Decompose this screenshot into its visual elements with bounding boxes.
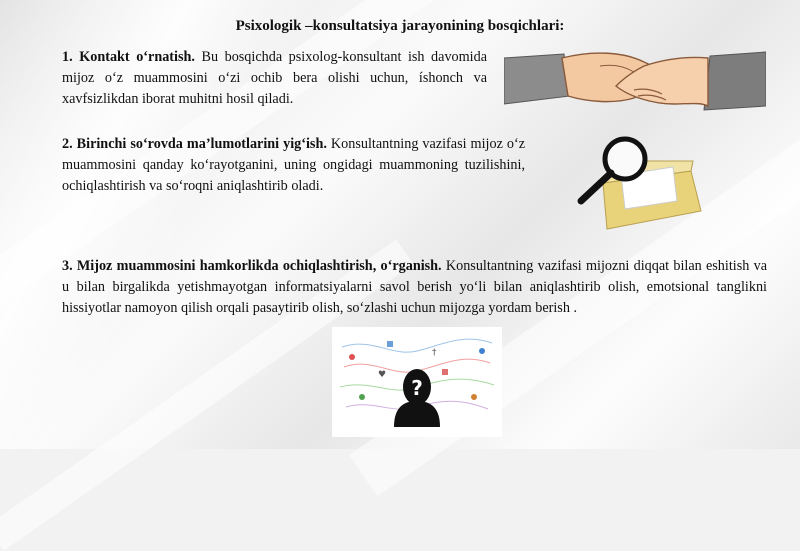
handshake-illustration (504, 44, 766, 122)
step-1-paragraph (62, 47, 487, 110)
step-2-text: Konsultantning vazifasi mijoz o‘z muammosini qanday ko‘rayotganini, uning ongidagi muammoning tuzilishini, ochiqlashtirish va so‘roqni aniqlashtirib oladi. (62, 136, 526, 194)
slide-title: Psixologik –konsultatsiya jarayonining bosqichlari: (235, 18, 565, 34)
svg-text:♥: ♥ (378, 370, 387, 380)
svg-text:†: † (432, 348, 437, 358)
step-2-paragraph (62, 134, 525, 197)
step-3-paragraph (62, 256, 767, 319)
magnifier-folder-illustration (573, 131, 703, 231)
svg-text:?: ? (411, 376, 423, 400)
step-3-text: Konsultantning vazifasi mijozni diqqat bilan eshitish va u bilan birgalikda yetishmayotgan informatsiyalarni savol berish yo‘li bilan aniqlashtirib olish, emotsional tanglikni hissiyotlar namoyon qilish orqali pasaytirib olish, so‘zlashi uchun mijozga yordam berish . (62, 258, 767, 316)
step-3-heading: 3. Mijoz muammosini hamkorlikda ochiqlashtirish, o‘rganish. (62, 258, 442, 274)
question-head-illustration (332, 327, 502, 437)
step-1-text: Bu bosqichda psixolog-konsultant ish davomida mijoz o‘z muammosini o‘zi ochib bera olishi uchun, íshonch va xavfsizlikdan iborat muhitni hosil qiladi. (62, 49, 488, 107)
step-2-heading: 2. Birinchi so‘rovda ma’lumotlarini yig‘ish. (62, 136, 327, 152)
step-1-heading: 1. Kontakt o‘rnatish. (62, 49, 195, 65)
